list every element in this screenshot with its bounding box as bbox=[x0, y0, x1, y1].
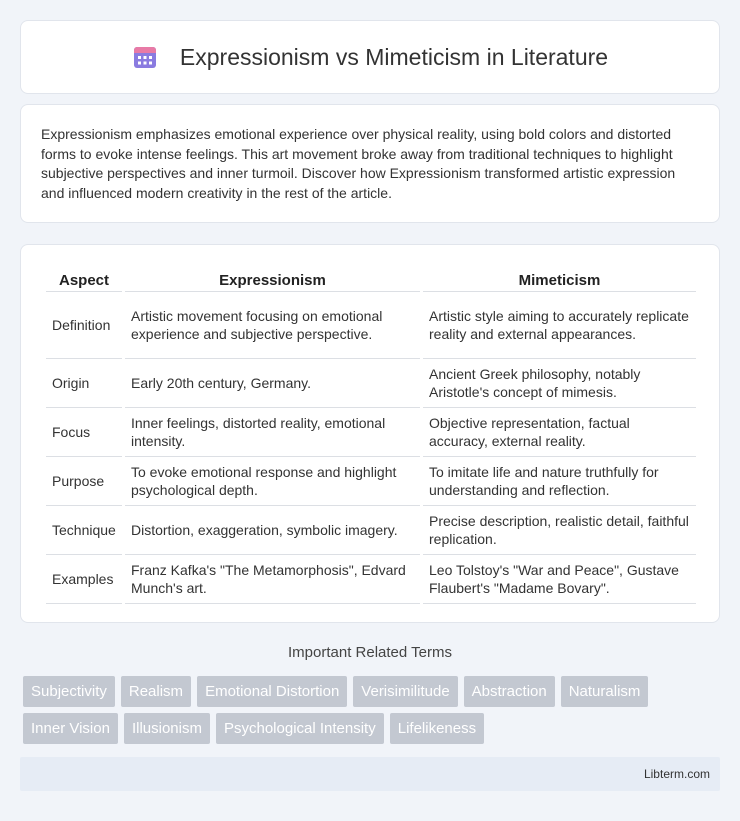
table-header-row bbox=[46, 265, 696, 292]
table-row bbox=[46, 408, 696, 457]
row-expressionism: Early 20th century, Germany. bbox=[125, 359, 420, 408]
row-aspect: Origin bbox=[46, 359, 122, 408]
related-term-tag[interactable]: Verisimilitude bbox=[353, 676, 457, 707]
table-row bbox=[46, 506, 696, 555]
intro-card bbox=[20, 104, 720, 223]
row-aspect: Purpose bbox=[46, 457, 122, 506]
row-expressionism: To evoke emotional response and highlight psychological depth. bbox=[125, 457, 420, 506]
header-aspect: Aspect bbox=[46, 265, 122, 292]
row-mimeticism: To imitate life and nature truthfully for understanding and reflection. bbox=[423, 457, 696, 506]
row-mimeticism: Ancient Greek philosophy, notably Aristotle's concept of mimesis. bbox=[423, 359, 696, 408]
related-term-tag[interactable]: Naturalism bbox=[561, 676, 649, 707]
row-aspect: Focus bbox=[46, 408, 122, 457]
footer bbox=[20, 757, 720, 791]
row-aspect: Examples bbox=[46, 555, 122, 604]
page-title: Expressionism vs Mimeticism in Literature bbox=[179, 43, 609, 70]
table-row bbox=[46, 359, 696, 408]
related-term-tag[interactable]: Inner Vision bbox=[23, 713, 118, 744]
calendar-grid-icon bbox=[132, 44, 158, 70]
header-mimeticism: Mimeticism bbox=[423, 265, 696, 292]
related-terms-list bbox=[23, 676, 723, 750]
related-term-tag[interactable]: Lifelikeness bbox=[390, 713, 484, 744]
table-row bbox=[46, 555, 696, 604]
row-mimeticism: Objective representation, factual accuracy, external reality. bbox=[423, 408, 696, 457]
comparison-table-card bbox=[20, 244, 720, 623]
related-term-tag[interactable]: Illusionism bbox=[124, 713, 210, 744]
related-term-tag[interactable]: Realism bbox=[121, 676, 191, 707]
header-expressionism: Expressionism bbox=[125, 265, 420, 292]
row-mimeticism: Artistic style aiming to accurately replicate reality and external appearances. bbox=[423, 292, 696, 359]
related-term-tag[interactable]: Subjectivity bbox=[23, 676, 115, 707]
row-expressionism: Franz Kafka's "The Metamorphosis", Edvard Munch's art. bbox=[125, 555, 420, 604]
row-mimeticism: Leo Tolstoy's "War and Peace", Gustave Flaubert's "Madame Bovary". bbox=[423, 555, 696, 604]
row-expressionism: Distortion, exaggeration, symbolic imagery. bbox=[125, 506, 420, 555]
row-expressionism: Artistic movement focusing on emotional experience and subjective perspective. bbox=[125, 292, 420, 359]
footer-site-link[interactable]: Libterm.com bbox=[643, 767, 710, 781]
table-row bbox=[46, 292, 696, 359]
row-mimeticism: Precise description, realistic detail, faithful replication. bbox=[423, 506, 696, 555]
related-term-tag[interactable]: Psychological Intensity bbox=[216, 713, 384, 744]
row-aspect: Technique bbox=[46, 506, 122, 555]
table-row bbox=[46, 457, 696, 506]
related-term-tag[interactable]: Emotional Distortion bbox=[197, 676, 347, 707]
related-term-tag[interactable]: Abstraction bbox=[464, 676, 555, 707]
row-aspect: Definition bbox=[46, 292, 122, 359]
row-expressionism: Inner feelings, distorted reality, emotional intensity. bbox=[125, 408, 420, 457]
header-card bbox=[20, 20, 720, 94]
intro-text: Expressionism emphasizes emotional experience over physical reality, using bold colors and distorted forms to evoke intense feelings. This art movement broke away from traditional techniques to highlight subjective perspectives and inner turmoil. Discover how Expressionism transformed artistic expression and influenced modern creativity in the rest of the article. bbox=[41, 126, 676, 201]
related-terms-title: Important Related Terms bbox=[288, 644, 452, 661]
comparison-table bbox=[43, 265, 699, 604]
